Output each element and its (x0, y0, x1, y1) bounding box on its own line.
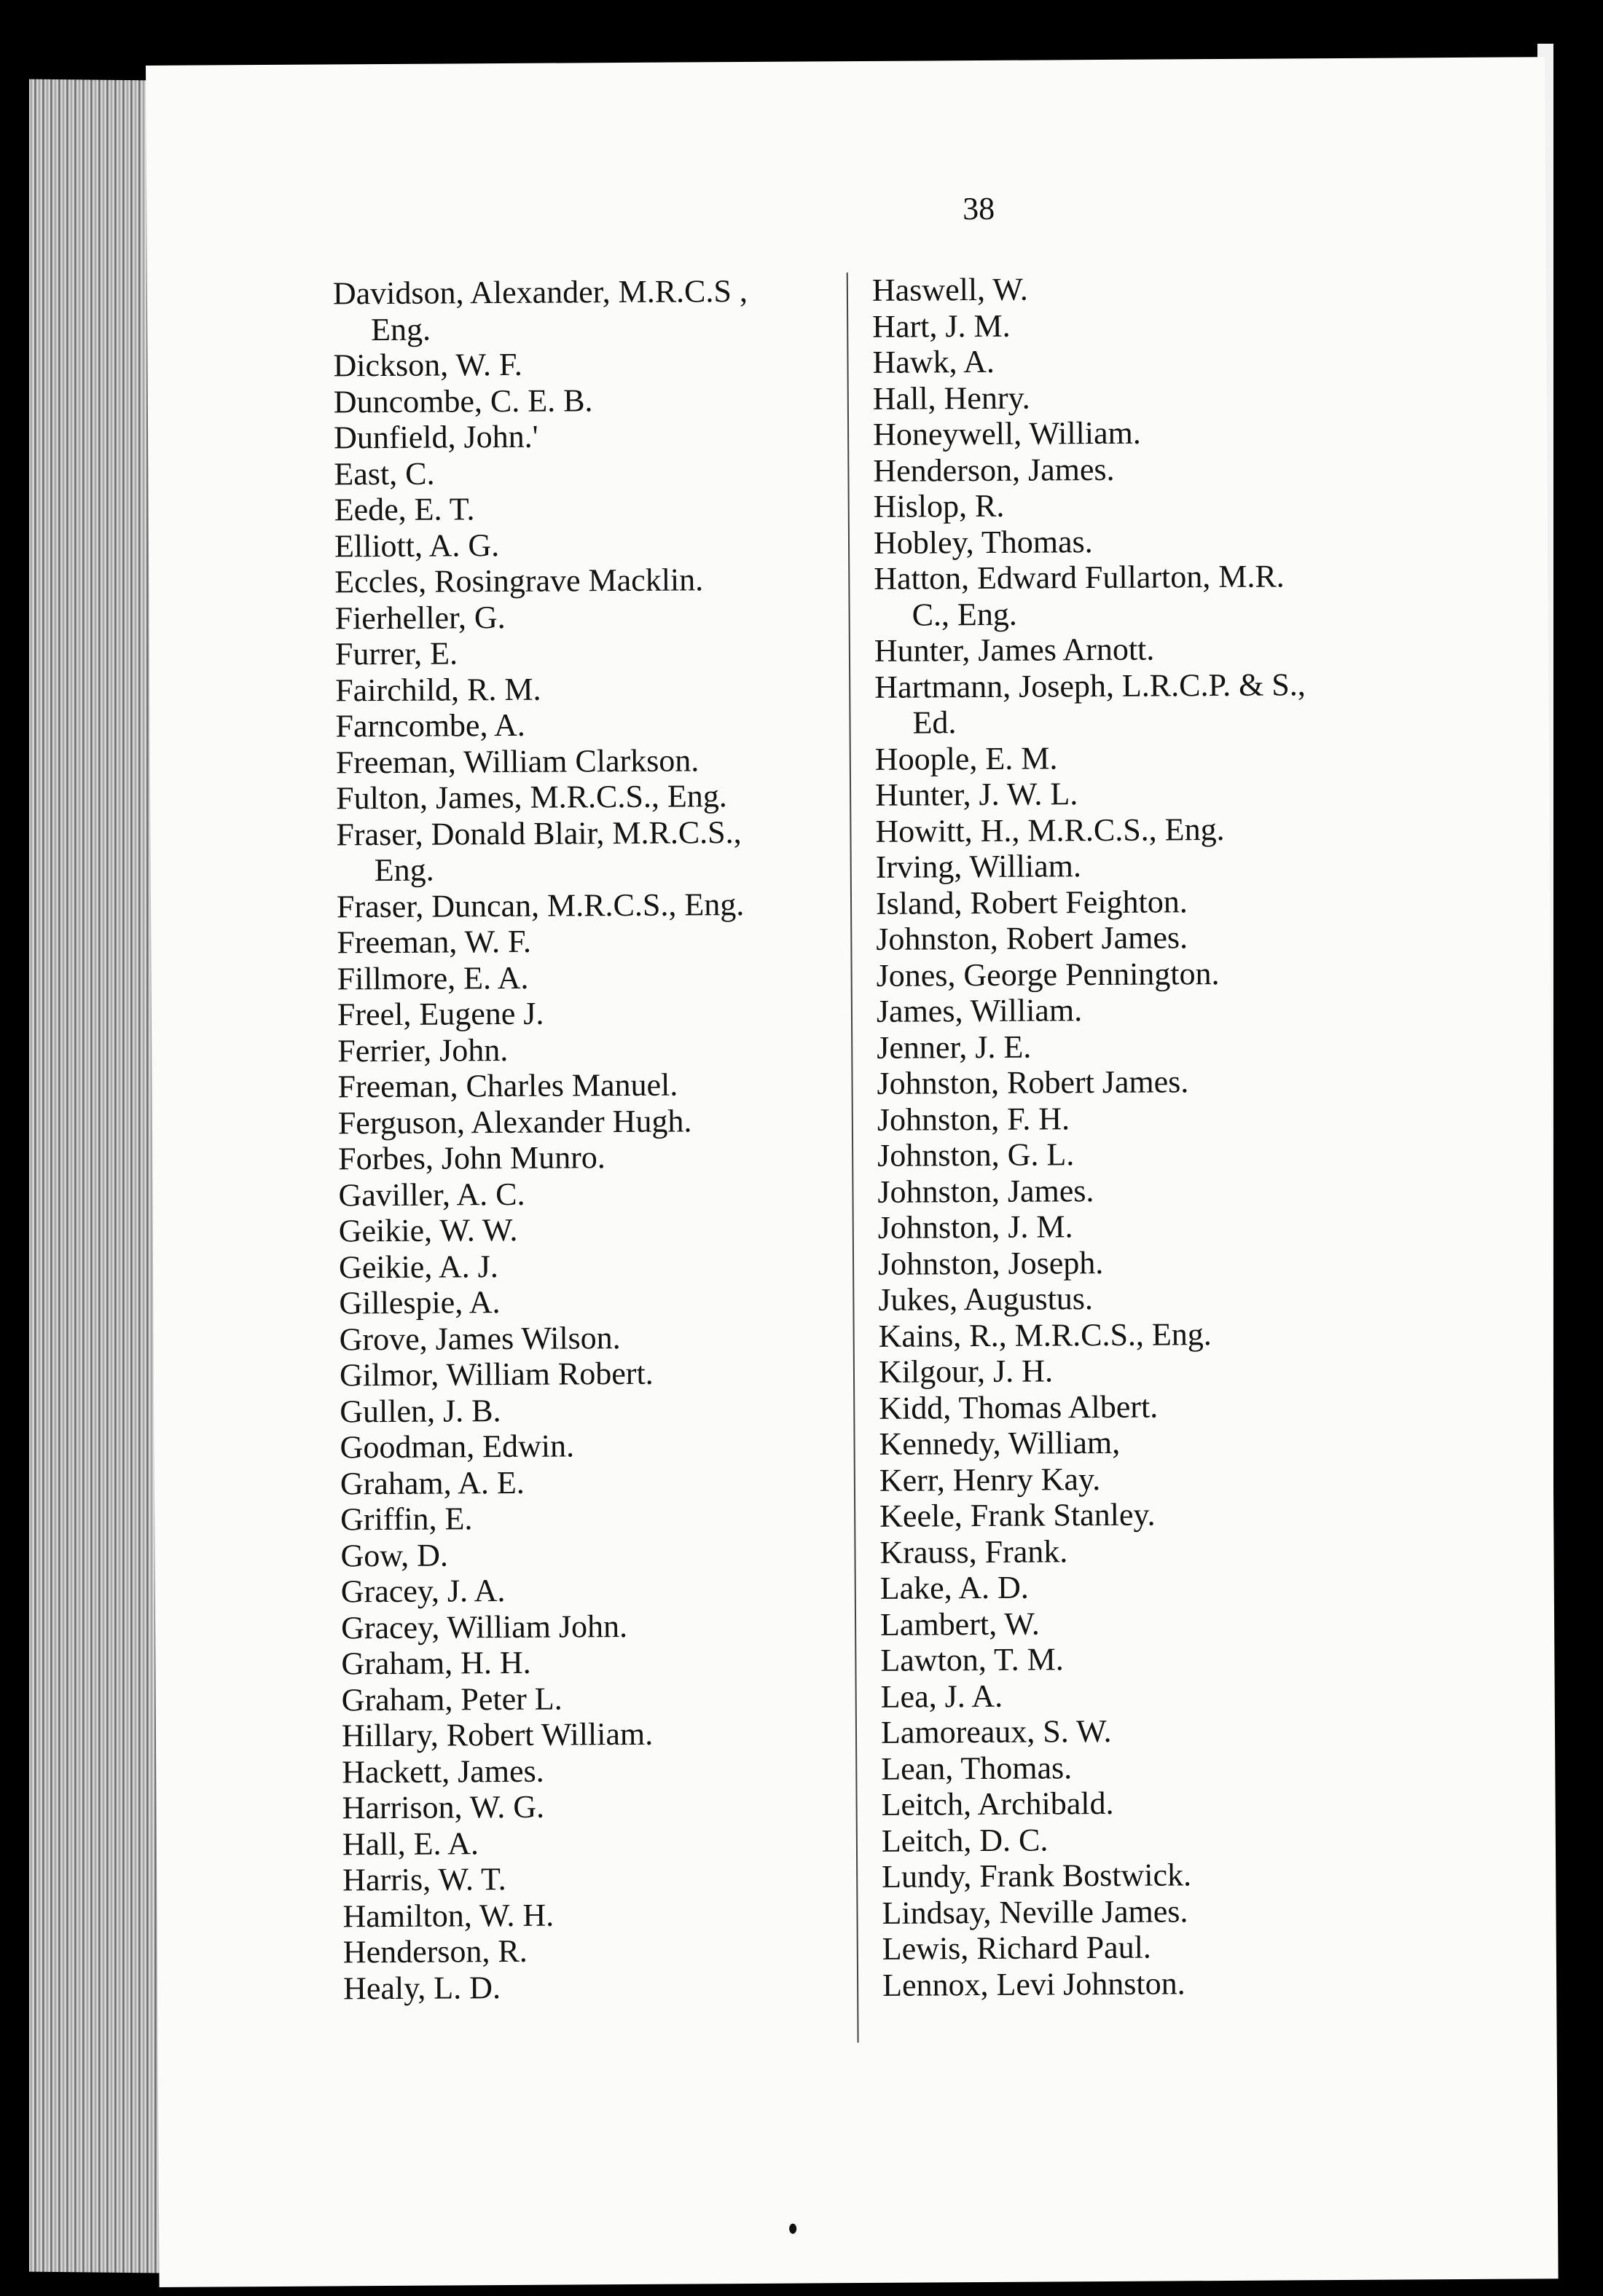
list-item: Hawk, A. (872, 343, 995, 380)
list-item: Jenner, J. E. (877, 1029, 1032, 1066)
list-item: Kennedy, William, (879, 1424, 1121, 1462)
list-item: Hall, Henry. (872, 380, 1030, 417)
list-item: James, William. (876, 992, 1083, 1029)
list-item: Howitt, H., M.R.C.S., Eng. (875, 811, 1225, 849)
list-item-continuation: C., Eng. (912, 596, 1018, 633)
list-item: Johnston, James. (877, 1172, 1094, 1210)
list-item: Henderson, R. (342, 1933, 528, 1970)
list-item: Fairchild, R. M. (335, 671, 541, 708)
list-item: Hoople, E. M. (874, 739, 1058, 777)
list-item: Haswell, W. (871, 271, 1028, 308)
list-item: Harris, W. T. (342, 1861, 506, 1898)
list-item: Jukes, Augustus. (878, 1281, 1094, 1318)
list-item: Gow, D. (340, 1537, 449, 1573)
list-item: Hillary, Robert William. (341, 1715, 654, 1754)
list-item: Furrer, E. (334, 635, 458, 672)
list-item: Graham, A. E. (340, 1464, 525, 1501)
list-item: Kerr, Henry Kay. (879, 1460, 1101, 1498)
list-item: Kilgour, J. H. (878, 1353, 1054, 1390)
list-item: Dickson, W. F. (333, 346, 522, 384)
list-item: Lake, A. D. (879, 1569, 1029, 1606)
list-item: Jones, George Pennington. (876, 955, 1220, 994)
list-item: Johnston, Robert James. (877, 1064, 1189, 1101)
right-column (872, 268, 1538, 2002)
list-item: Duncombe, C. E. B. (333, 382, 593, 420)
list-item: Kains, R., M.R.C.S., Eng. (878, 1316, 1212, 1354)
list-item-continuation: Eng. (374, 852, 434, 889)
list-item: Eede, E. T. (334, 491, 475, 528)
list-item: Freeman, W. F. (337, 923, 532, 961)
list-item: Hobley, Thomas. (873, 523, 1093, 561)
list-item: Elliott, A. G. (334, 527, 500, 564)
list-item: Lea, J. A. (880, 1678, 1003, 1715)
list-item: Gullen, J. B. (340, 1392, 501, 1429)
list-item-continuation: Ed. (912, 704, 957, 741)
list-item: Irving, William. (875, 848, 1082, 885)
list-item: Hall, E. A. (342, 1825, 479, 1862)
list-item: Geikie, W. W. (338, 1211, 518, 1249)
list-item: East, C. (334, 455, 435, 492)
list-item: Freeman, Charles Manuel. (337, 1066, 678, 1105)
list-item: Geikie, A. J. (338, 1248, 498, 1285)
list-item: Hatton, Edward Fullarton, M.R. (874, 558, 1285, 597)
list-item: Leitch, D. C. (881, 1821, 1049, 1859)
list-item: Lambert, W. (879, 1605, 1040, 1643)
list-item: Lennox, Levi Johnston. (882, 1965, 1185, 2003)
list-item: Fraser, Duncan, M.R.C.S., Eng. (336, 886, 745, 924)
list-item: Freeman, William Clarkson. (335, 742, 699, 780)
list-item: Fulton, James, M.R.C.S., Eng. (336, 778, 727, 817)
printer-mark (789, 2224, 796, 2234)
list-item: Gracey, J. A. (340, 1573, 506, 1610)
list-item: Eccles, Rosingrave Macklin. (334, 562, 704, 600)
list-item: Hislop, R. (873, 487, 1005, 524)
list-item: Island, Robert Feighton. (875, 883, 1188, 921)
list-item: Gaviller, A. C. (338, 1176, 525, 1213)
list-item: Fraser, Donald Blair, M.R.C.S., (336, 814, 742, 852)
list-item: Hartmann, Joseph, L.R.C.P. & S., (874, 666, 1306, 705)
list-item: Hart, J. M. (872, 307, 1011, 345)
list-item: Fierheller, G. (334, 599, 506, 636)
list-item: Henderson, James. (873, 451, 1115, 489)
list-item: Griffin, E. (340, 1501, 473, 1538)
list-item: Ferguson, Alexander Hugh. (337, 1102, 692, 1141)
list-item: Harrison, W. G. (342, 1788, 545, 1826)
list-item: Ferrier, John. (337, 1031, 509, 1069)
list-item: Gracey, William John. (340, 1608, 628, 1646)
list-item: Hunter, James Arnott. (874, 631, 1155, 669)
list-item: Lawton, T. M. (880, 1641, 1064, 1678)
list-item: Gilmor, William Robert. (339, 1355, 654, 1393)
list-item: Davidson, Alexander, M.R.C.S , (332, 272, 748, 312)
list-item: Honeywell, William. (872, 414, 1141, 452)
list-item: Kidd, Thomas Albert. (879, 1388, 1159, 1426)
list-item: Forbes, John Munro. (338, 1139, 606, 1177)
list-item: Lamoreaux, S. W. (880, 1713, 1112, 1750)
list-item: Dunfield, John.' (333, 418, 538, 456)
list-item: Goodman, Edwin. (340, 1428, 575, 1466)
list-item: Freel, Eugene J. (337, 995, 544, 1033)
list-item: Gillespie, A. (339, 1284, 501, 1321)
list-item-continuation: Eng. (371, 311, 431, 347)
list-item: Krauss, Frank. (879, 1533, 1068, 1570)
list-item: Grove, James Wilson. (339, 1319, 621, 1357)
list-item: Lewis, Richard Paul. (882, 1929, 1152, 1967)
list-item: Healy, L. D. (342, 1969, 501, 2006)
list-item: Graham, H. H. (341, 1644, 531, 1682)
list-item: Graham, Peter L. (341, 1680, 563, 1718)
list-item: Lundy, Frank Bostwick. (882, 1857, 1192, 1895)
list-item: Leitch, Archibald. (881, 1785, 1114, 1823)
list-item: Johnston, J. M. (877, 1208, 1073, 1246)
list-item: Hamilton, W. H. (342, 1897, 554, 1934)
list-item: Farncombe, A. (335, 707, 525, 744)
list-item: Hackett, James. (342, 1753, 544, 1790)
list-item: Hunter, J. W. L. (874, 776, 1078, 813)
list-item: Johnston, Robert James. (876, 919, 1188, 957)
book-page (146, 57, 1559, 2287)
list-item: Fillmore, E. A. (337, 959, 529, 996)
list-item: Johnston, F. H. (877, 1100, 1070, 1138)
list-item: Johnston, G. L. (877, 1136, 1075, 1173)
list-item: Johnston, Joseph. (877, 1244, 1104, 1282)
list-item: Lindsay, Neville James. (882, 1892, 1188, 1931)
list-item: Lean, Thomas. (881, 1749, 1073, 1787)
list-item: Keele, Frank Stanley. (879, 1496, 1156, 1534)
page-number: 38 (963, 190, 995, 227)
